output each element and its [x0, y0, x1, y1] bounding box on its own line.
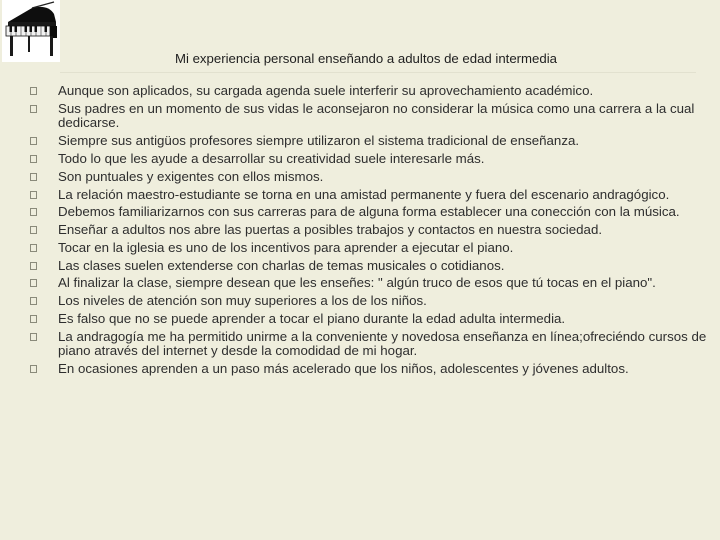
- list-item: [26, 312, 710, 327]
- list-item-text: Todo lo que les ayude a desarrollar su creatividad suele interesarle más.: [58, 150, 485, 166]
- list-item: [26, 223, 710, 238]
- list-item-text: Es falso que no se puede aprender a tocar el piano durante la edad adulta intermedia.: [58, 310, 566, 326]
- checkbox-bullet-icon: [30, 191, 37, 199]
- list-item-text: Los niveles de atención son muy superiores a los de los niños.: [58, 293, 427, 309]
- checkbox-bullet-icon: [30, 333, 37, 341]
- list-item: [26, 152, 710, 167]
- list-item-text: Debemos familiarizarnos con sus carreras para de alguna forma establecer una conección con la música.: [58, 204, 680, 220]
- list-item-text: Siempre sus antigüos profesores siempre utilizaron el sistema tradicional de enseñanza.: [58, 133, 580, 149]
- checkbox-bullet-icon: [30, 244, 37, 252]
- list-item: [26, 170, 710, 185]
- list-item: [26, 294, 710, 309]
- list-item-text: La relación maestro-estudiante se torna en una amistad permanente y fuera del escenario andragógico.: [58, 186, 670, 202]
- list-item: [26, 134, 710, 149]
- list-item: [26, 84, 710, 99]
- list-item: [26, 241, 710, 256]
- list-item-text: Al finalizar la clase, siempre desean que les enseñes: " algún truco de esos que tú tocas en el piano".: [58, 275, 656, 291]
- checkbox-bullet-icon: [30, 155, 37, 163]
- checkbox-bullet-icon: [30, 297, 37, 305]
- checkbox-bullet-icon: [30, 87, 37, 95]
- checkbox-bullet-icon: [30, 137, 37, 145]
- title-divider: [60, 72, 696, 73]
- list-item-text: Enseñar a adultos nos abre las puertas a posibles trabajos y contactos en nuestra sociedad.: [58, 222, 603, 238]
- list-item-text: Sus padres en un momento de sus vidas le aconsejaron no considerar la música como una carrera a la cual dedicarse.: [58, 100, 695, 131]
- list-item: [26, 188, 710, 203]
- list-item: [26, 276, 710, 291]
- list-item: [26, 205, 710, 220]
- list-item-text: Aunque son aplicados, su cargada agenda suele interferir su aprovechamiento académico.: [58, 83, 594, 98]
- list-item: [26, 259, 710, 274]
- list-item-text: Tocar en la iglesia es uno de los incentivos para aprender a ejecutar el piano.: [58, 239, 514, 255]
- checkbox-bullet-icon: [30, 365, 37, 373]
- checkbox-bullet-icon: [30, 315, 37, 323]
- checkbox-bullet-icon: [30, 173, 37, 181]
- list-item-text: La andragogía me ha permitido unirme a la conveniente y novedosa enseñanza en línea;ofreciéndo cursos de piano através del internet y desde la comodidad de mi hogar.: [58, 328, 707, 359]
- list-item-text: En ocasiones aprenden a un paso más acelerado que los niños, adolescentes y jóvenes adultos.: [58, 361, 629, 377]
- checkbox-bullet-icon: [30, 279, 37, 287]
- checkbox-bullet-icon: [30, 208, 37, 216]
- slide-title: Mi experiencia personal enseñando a adultos de edad intermedia: [175, 51, 557, 66]
- bullet-list: [26, 84, 710, 380]
- checkbox-bullet-icon: [30, 105, 37, 113]
- checkbox-bullet-icon: [30, 226, 37, 234]
- list-item: [26, 330, 710, 359]
- checkbox-bullet-icon: [30, 262, 37, 270]
- list-item-text: Son puntuales y exigentes con ellos mismos.: [58, 168, 324, 184]
- list-item: [26, 362, 710, 377]
- list-item-text: Las clases suelen extenderse con charlas de temas musicales o cotidianos.: [58, 257, 505, 273]
- list-item: [26, 102, 710, 131]
